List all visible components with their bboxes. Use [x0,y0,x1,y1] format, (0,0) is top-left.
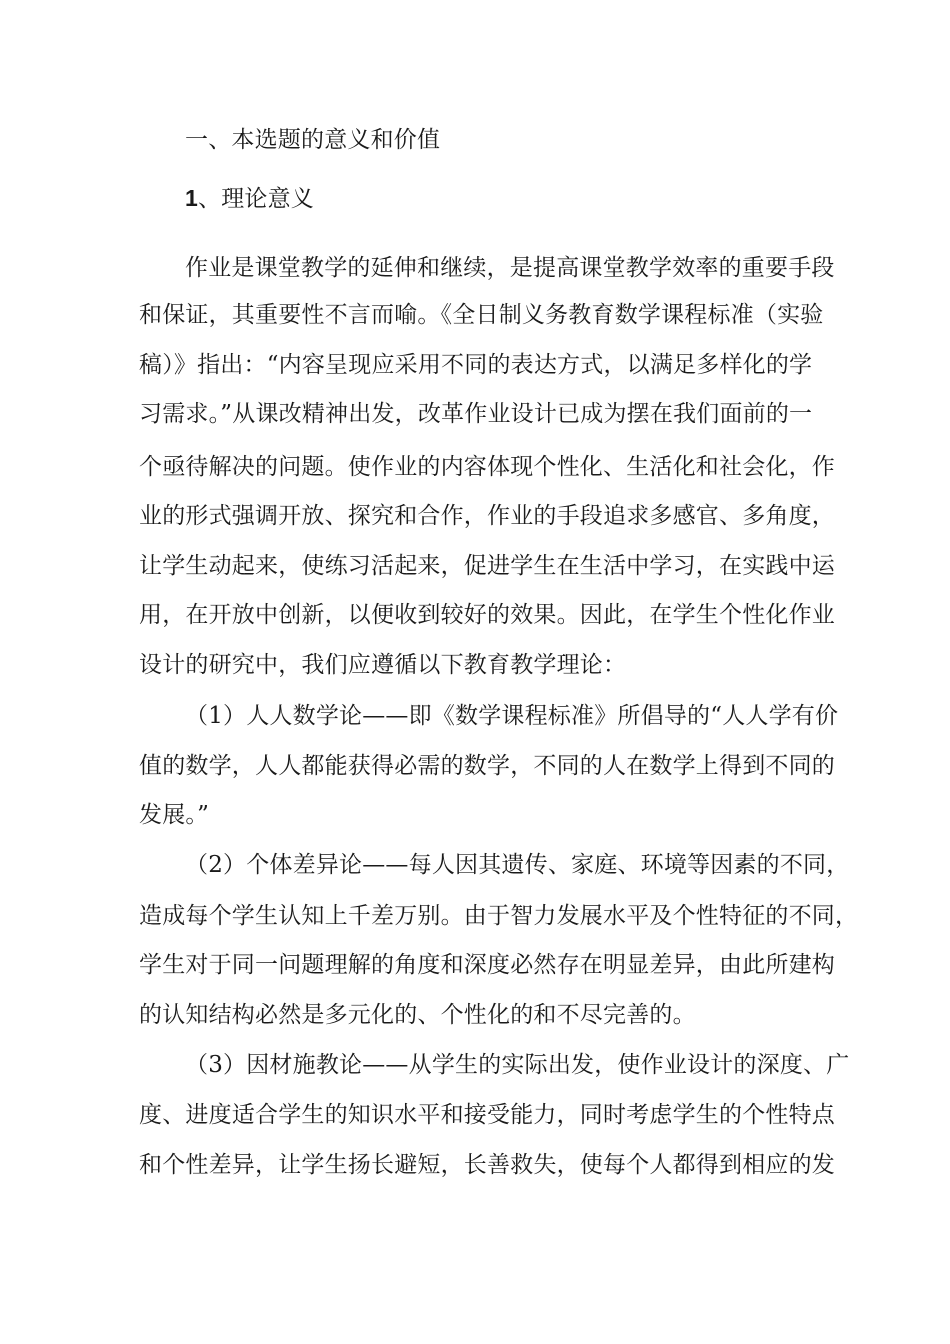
item-line: （2）个体差异论——每人因其遗传、家庭、环境等因素的不同， [185,852,850,878]
item-line: 度、进度适合学生的知识水平和接受能力，同时考虑学生的个性特点 [139,1102,835,1128]
sub-heading [185,184,314,213]
section-heading: 一、本选题的意义和价值 [185,127,441,153]
item-line: 和个性差异，让学生扬长避短，长善救失，使每个人都得到相应的发 [139,1152,835,1178]
paragraph-line: 让学生动起来，使练习活起来，促进学生在生活中学习，在实践中运 [139,553,835,579]
paragraph-line: 和保证，其重要性不言而喻。《全日制义务教育数学课程标准（实验 [139,302,824,328]
item-line: （1）人人数学论——即《数学课程标准》所倡导的“人人学有价 [185,703,839,729]
paragraph-line: 个亟待解决的问题。使作业的内容体现个性化、生活化和社会化，作 [139,454,835,480]
item-line: 的认知结构必然是多元化的、个性化的和不尽完善的。 [139,1002,696,1028]
paragraph-line: 习需求。”从课改精神出发，改革作业设计已成为摆在我们面前的一 [139,401,813,427]
sub-heading-number: 1 [185,185,198,211]
item-line: 值的数学，人人都能获得必需的数学，不同的人在数学上得到不同的 [139,753,835,779]
item-line: 学生对于同一问题理解的角度和深度必然存在明显差异，由此所建构 [139,952,835,978]
item-line: （3）因材施教论——从学生的实际出发，使作业设计的深度、广 [185,1052,850,1078]
paragraph-line: 用，在开放中创新，以便收到较好的效果。因此，在学生个性化作业 [139,602,835,628]
paragraph-line: 稿）》指出：“内容呈现应采用不同的表达方式，以满足多样化的学 [139,352,813,378]
paragraph-line: 业的形式强调开放、探究和合作，作业的手段追求多感官、多角度， [139,503,835,529]
sub-heading-title: 、理论意义 [198,186,314,212]
paragraph-line: 作业是课堂教学的延伸和继续，是提高课堂教学效率的重要手段 [185,255,835,281]
paragraph-line: 设计的研究中，我们应遵循以下教育教学理论： [139,652,627,678]
item-line: 造成每个学生认知上千差万别。由于智力发展水平及个性特征的不同， [139,903,859,929]
item-line: 发展。” [139,802,210,828]
